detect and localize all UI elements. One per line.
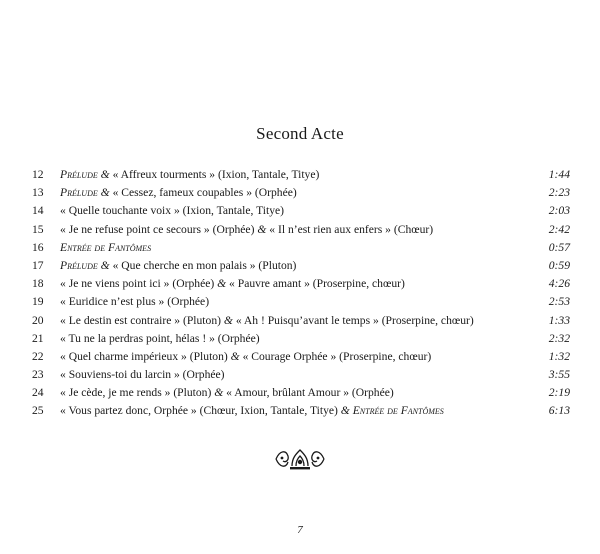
- ampersand: &: [257, 222, 267, 236]
- track-title-italic: Entrée de Fantômes: [60, 240, 152, 254]
- track-row: [32, 293, 570, 311]
- ampersand: &: [230, 349, 240, 363]
- track-duration: 2:23: [548, 186, 570, 200]
- ampersand: &: [340, 404, 350, 418]
- track-title: [60, 239, 151, 257]
- track-number: 20: [32, 313, 44, 327]
- track-duration: 2:53: [548, 295, 570, 309]
- track-row: [32, 275, 570, 293]
- track-number: 19: [32, 295, 44, 309]
- track-title: [60, 330, 260, 348]
- track-duration: 2:03: [548, 204, 570, 218]
- track-title-main: « Vous partez donc, Orphée » (Chœur, Ixion, Tantale, Titye): [60, 404, 341, 418]
- track-title: [60, 221, 433, 239]
- track-duration: 2:42: [548, 222, 570, 236]
- track-title-italic: Entrée de Fantômes: [349, 404, 444, 418]
- track-title-second: « Amour, brûlant Amour » (Orphée): [223, 386, 394, 400]
- track-row: [32, 402, 570, 420]
- track-title-main: « Souviens-toi du larcin » (Orphée): [60, 368, 225, 382]
- ampersand: &: [100, 258, 110, 272]
- track-title-second: « Ah ! Puisqu’avant le temps » (Proserpine, chœur): [232, 313, 474, 327]
- track-title-italic: Prélude: [60, 186, 98, 200]
- track-duration: 1:32: [548, 349, 570, 363]
- track-row: [32, 384, 570, 402]
- ampersand: &: [223, 313, 233, 327]
- track-duration: 2:32: [548, 331, 570, 345]
- page-number: 7: [297, 524, 303, 536]
- track-title: [60, 366, 225, 384]
- track-title-italic: Prélude: [60, 168, 98, 181]
- track-title-second: « Courage Orphée » (Proserpine, chœur): [239, 349, 432, 363]
- track-number: 15: [32, 222, 44, 236]
- track-title-main: « Quel charme impérieux » (Pluton): [60, 349, 231, 363]
- track-list: [32, 166, 570, 421]
- track-duration: 0:57: [548, 240, 570, 254]
- track-number: 17: [32, 258, 44, 272]
- track-row: [32, 366, 570, 384]
- track-row: [32, 202, 570, 220]
- track-duration: 6:13: [548, 404, 570, 418]
- track-title: [60, 312, 474, 330]
- ampersand: &: [214, 386, 224, 400]
- track-title-main: « Je ne refuse point ce secours » (Orphée): [60, 222, 258, 236]
- track-title: [60, 166, 319, 184]
- track-number: 12: [32, 168, 44, 181]
- track-title-second: « Pauvre amant » (Proserpine, chœur): [226, 277, 405, 291]
- track-title: [60, 184, 297, 202]
- track-title-main: « Tu ne la perdras point, hélas ! » (Orphée): [60, 331, 260, 345]
- track-title: [60, 348, 431, 366]
- track-title-main: « Affreux tourments » (Ixion, Tantale, Titye): [109, 168, 320, 181]
- track-title-main: « Euridice n’est plus » (Orphée): [60, 295, 210, 309]
- track-row: [32, 257, 570, 275]
- track-title-main: « Le destin est contraire » (Pluton): [60, 313, 224, 327]
- track-duration: 0:59: [548, 258, 570, 272]
- track-row: [32, 312, 570, 330]
- track-title: [60, 293, 209, 311]
- fleuron-ornament-icon: [274, 446, 326, 472]
- track-row: [32, 221, 570, 239]
- track-number: 23: [32, 368, 44, 382]
- track-number: 21: [32, 331, 44, 345]
- track-duration: 2:19: [548, 386, 570, 400]
- track-row: [32, 184, 570, 202]
- track-number: 16: [32, 240, 44, 254]
- track-duration: 3:55: [548, 368, 570, 382]
- track-row: [32, 166, 570, 184]
- track-title-italic: Prélude: [60, 258, 98, 272]
- track-number: 14: [32, 204, 44, 218]
- track-row: [32, 348, 570, 366]
- track-row: [32, 330, 570, 348]
- track-duration: 1:44: [548, 168, 570, 181]
- track-number: 18: [32, 277, 44, 291]
- ampersand: &: [100, 186, 110, 200]
- track-number: 24: [32, 386, 44, 400]
- track-title-second: « Il n’est rien aux enfers » (Chœur): [266, 222, 434, 236]
- track-title-main: « Quelle touchante voix » (Ixion, Tantale, Titye): [60, 204, 285, 218]
- track-number: 25: [32, 404, 44, 418]
- track-title-main: « Que cherche en mon palais » (Pluton): [109, 258, 297, 272]
- track-duration: 1:33: [548, 313, 570, 327]
- ampersand: &: [217, 277, 227, 291]
- track-title-main: « Je cède, je me rends » (Pluton): [60, 386, 215, 400]
- track-title-main: « Cessez, fameux coupables » (Orphée): [109, 186, 297, 200]
- track-number: 13: [32, 186, 44, 200]
- ampersand: &: [100, 168, 110, 181]
- track-title: [60, 402, 444, 420]
- track-title-main: « Je ne viens point ici » (Orphée): [60, 277, 218, 291]
- track-number: 22: [32, 349, 44, 363]
- track-title: [60, 275, 405, 293]
- track-title: [60, 257, 296, 275]
- track-duration: 4:26: [548, 277, 570, 291]
- page-title: Second Acte: [256, 124, 344, 143]
- track-title: [60, 202, 284, 220]
- track-row: [32, 239, 570, 257]
- track-title: [60, 384, 394, 402]
